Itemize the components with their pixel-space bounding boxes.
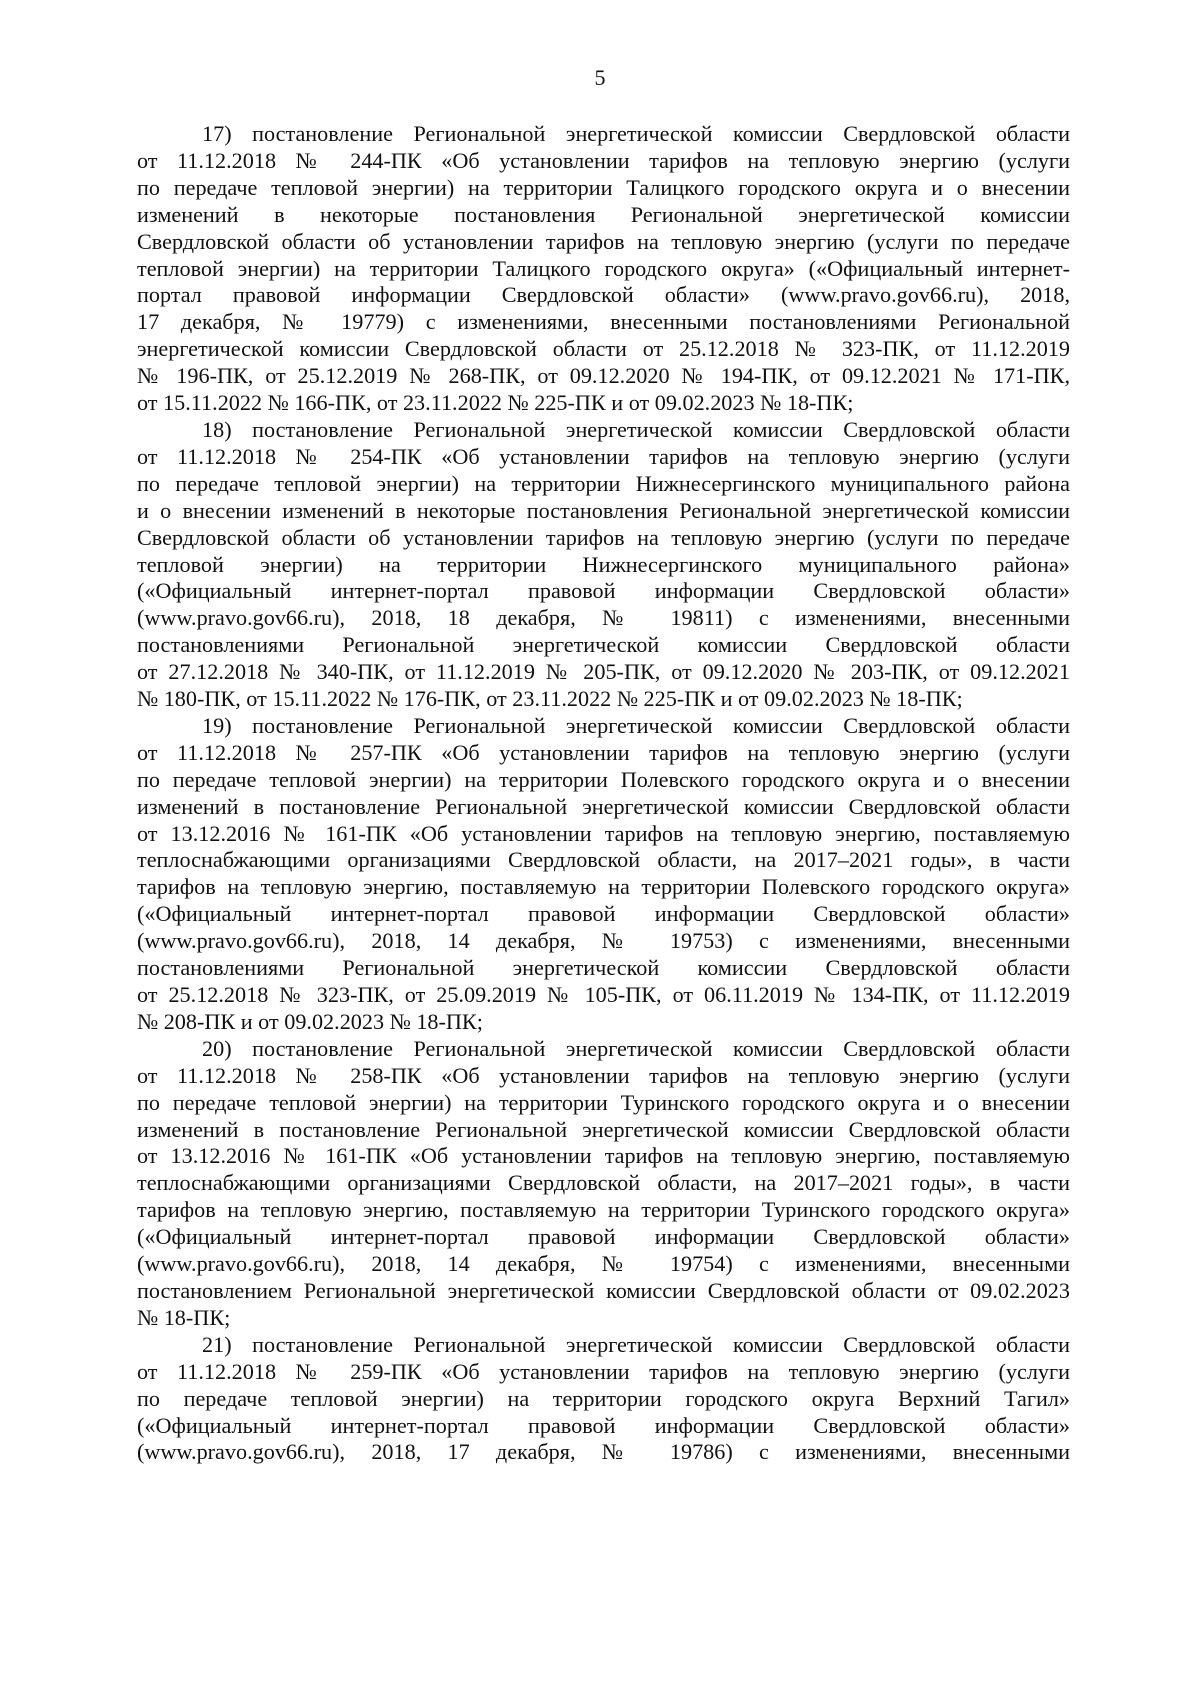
- text-line: по передаче тепловой энергии) на территории Талицкого городского округа и о внесении: [137, 174, 1070, 200]
- text-line: (www.pravo.gov66.ru), 2018, 17 декабря, № 19786) с изменениями, внесенными: [137, 1439, 1070, 1465]
- text-line: Свердловской области об установлении тарифов на тепловую энергию (услуги по передаче: [137, 524, 1070, 550]
- text-line: постановлением Региональной энергетической комиссии Свердловской области от 09.02.2023: [137, 1277, 1070, 1303]
- text-line: от 25.12.2018 № 323-ПК, от 25.09.2019 № 105-ПК, от 06.11.2019 № 134-ПК, от 11.12.2019: [137, 982, 1070, 1007]
- text-line: и о внесении изменений в некоторые постановления Региональной энергетической комиссии: [137, 497, 1070, 523]
- text-line: 17 декабря, № 19779) с изменениями, внесенными постановлениями Региональной: [137, 309, 1070, 335]
- text-line: от 15.11.2022 № 166-ПК, от 23.11.2022 № 225-ПК и от 09.02.2023 № 18-ПК;: [137, 390, 854, 416]
- text-line: 18) постановление Региональной энергетической комиссии Свердловской области: [202, 416, 1070, 442]
- text-line: теплоснабжающими организациями Свердловской области, на 2017–2021 годы», в части: [137, 847, 1070, 873]
- text-line: по передаче тепловой энергии) на территории Туринского городского округа и о внесении: [137, 1089, 1070, 1115]
- text-line: изменений в некоторые постановления Региональной энергетической комиссии: [137, 201, 1070, 227]
- text-line: по передаче тепловой энергии) на территории городского округа Верхний Тагил»: [137, 1385, 1070, 1411]
- list-item-19: [137, 713, 1070, 1036]
- text-line: (www.pravo.gov66.ru), 2018, 14 декабря, № 19753) с изменениями, внесенными: [137, 928, 1070, 954]
- text-line: от 11.12.2018 № 259-ПК «Об установлении тарифов на тепловую энергию (услуги: [137, 1358, 1070, 1384]
- text-line: изменений в постановление Региональной энергетической комиссии Свердловской области: [137, 793, 1070, 819]
- text-line: теплоснабжающими организациями Свердловской области, на 2017–2021 годы», в части: [137, 1170, 1070, 1196]
- text-line: тепловой энергии) на территории Талицкого городского округа» («Официальный интернет-: [137, 255, 1070, 281]
- text-line: тарифов на тепловую энергию, поставляемую на территории Полевского городского округа»: [137, 874, 1070, 900]
- text-line: (www.pravo.gov66.ru), 2018, 14 декабря, № 19754) с изменениями, внесенными: [137, 1251, 1070, 1277]
- text-line: от 11.12.2018 № 257-ПК «Об установлении тарифов на тепловую энергию (услуги: [137, 739, 1070, 765]
- text-line: Свердловской области об установлении тарифов на тепловую энергию (услуги по передаче: [137, 228, 1070, 254]
- text-line: по передаче тепловой энергии) на территории Нижнесергинского муниципального района: [137, 470, 1070, 496]
- text-line: 21) постановление Региональной энергетической комиссии Свердловской области: [202, 1331, 1070, 1357]
- text-line: 17) постановление Региональной энергетической комиссии Свердловской области: [202, 121, 1070, 146]
- text-line: 20) постановление Региональной энергетической комиссии Свердловской области: [202, 1035, 1070, 1061]
- text-line: («Официальный интернет-портал правовой информации Свердловской области»: [137, 1224, 1070, 1250]
- list-item-17: [137, 121, 1070, 417]
- list-item-18: [137, 417, 1070, 713]
- text-line: изменений в постановление Региональной энергетической комиссии Свердловской области: [137, 1116, 1070, 1142]
- text-line: (www.pravo.gov66.ru), 2018, 18 декабря, № 19811) с изменениями, внесенными: [137, 605, 1070, 631]
- page-number: 5: [594, 65, 606, 90]
- text-line: тепловой энергии) на территории Нижнесергинского муниципального района»: [137, 551, 1070, 577]
- text-line: от 11.12.2018 № 258-ПК «Об установлении тарифов на тепловую энергию (услуги: [137, 1062, 1070, 1088]
- text-line: портал правовой информации Свердловской области» (www.pravo.gov66.ru), 2018,: [137, 282, 1070, 308]
- text-line: постановлениями Региональной энергетической комиссии Свердловской области: [137, 632, 1070, 658]
- text-line: от 13.12.2016 № 161-ПК «Об установлении тарифов на тепловую энергию, поставляемую: [137, 1143, 1070, 1169]
- text-line: № 196-ПК, от 25.12.2019 № 268-ПК, от 09.12.2020 № 194-ПК, от 09.12.2021 № 171-ПК,: [137, 363, 1070, 389]
- text-line: № 208-ПК и от 09.02.2023 № 18-ПК;: [137, 1008, 483, 1034]
- text-line: («Официальный интернет-портал правовой информации Свердловской области»: [137, 901, 1070, 927]
- text-line: постановлениями Региональной энергетической комиссии Свердловской области: [137, 955, 1070, 981]
- text-line: от 27.12.2018 № 340-ПК, от 11.12.2019 № 205-ПК, от 09.12.2020 № 203-ПК, от 09.12.2021: [137, 659, 1070, 685]
- text-line: от 11.12.2018 № 254-ПК «Об установлении тарифов на тепловую энергию (услуги: [137, 443, 1070, 469]
- text-line: («Официальный интернет-портал правовой информации Свердловской области»: [137, 578, 1070, 604]
- text-line: от 11.12.2018 № 244-ПК «Об установлении тарифов на тепловую энергию (услуги: [137, 147, 1070, 173]
- text-line: по передаче тепловой энергии) на территории Полевского городского округа и о внесении: [137, 766, 1070, 792]
- text-line: 19) постановление Региональной энергетической комиссии Свердловской области: [202, 712, 1070, 738]
- list-item-20: [137, 1036, 1070, 1332]
- list-item-21: [137, 1332, 1070, 1467]
- text-line: № 180-ПК, от 15.11.2022 № 176-ПК, от 23.11.2022 № 225-ПК и от 09.02.2023 № 18-ПК;: [137, 686, 963, 712]
- text-line: от 13.12.2016 № 161-ПК «Об установлении тарифов на тепловую энергию, поставляемую: [137, 820, 1070, 846]
- text-line: тарифов на тепловую энергию, поставляемую на территории Туринского городского округа»: [137, 1197, 1070, 1223]
- text-line: («Официальный интернет-портал правовой информации Свердловской области»: [137, 1412, 1070, 1438]
- text-line: № 18-ПК;: [137, 1304, 231, 1330]
- document-body: [137, 121, 1070, 1466]
- text-line: энергетической комиссии Свердловской области от 25.12.2018 № 323-ПК, от 11.12.2019: [137, 336, 1070, 362]
